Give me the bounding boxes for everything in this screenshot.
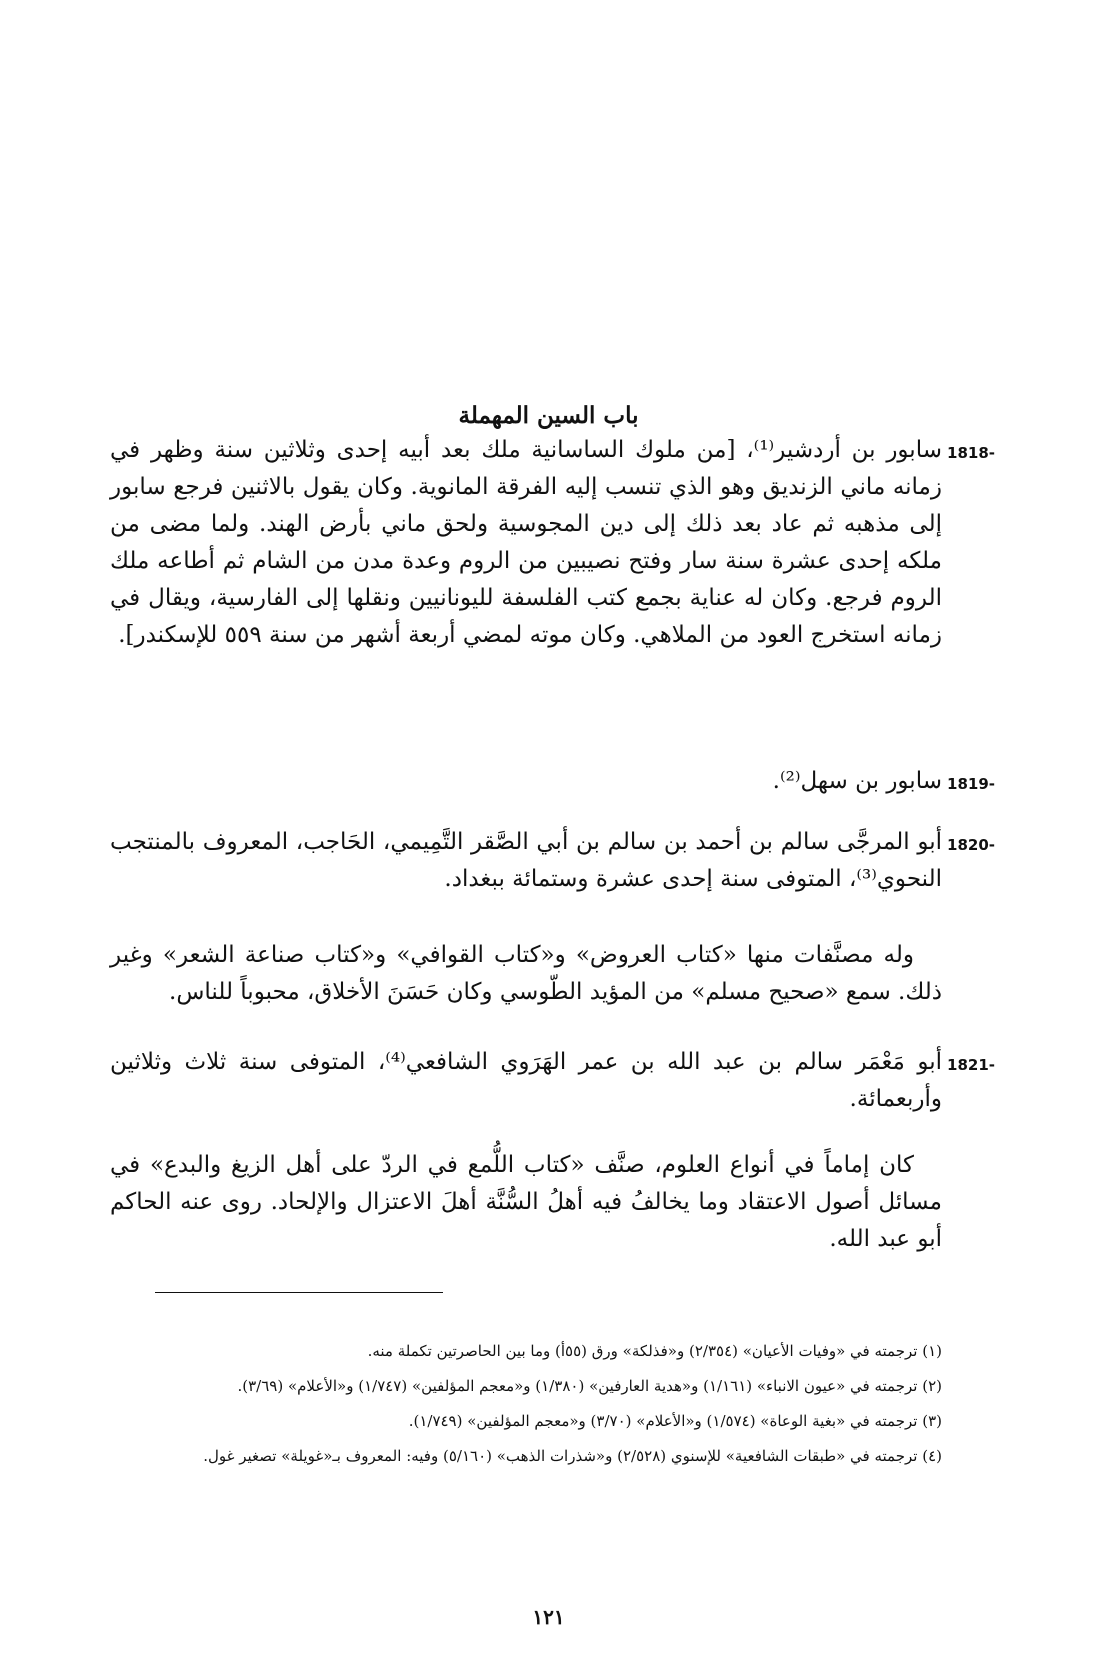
footnote: (١) ترجمته في «وفيات الأعيان» (٢/٣٥٤) و«فذلكة» ورق (٥٥أ) وما بين الحاصرتين تكملة منه.: [367, 1342, 942, 1360]
entry-number: 1818-: [947, 444, 995, 462]
entry-number: 1820-: [947, 836, 995, 854]
entry-paragraph: وله مصنَّفات منها «كتاب العروض» و«كتاب القوافي» و«كتاب صناعة الشعر» وغير ذلك. سمع «صحيح مسلم» من المؤيد الطّوسي وكان حَسَنَ الأخلاق، محبوباً للناس.: [110, 942, 942, 1005]
footnote-divider: [155, 1292, 443, 1293]
entry-number: 1819-: [947, 775, 995, 793]
entry-paragraph: سابور بن سهل⁽²⁾.: [772, 768, 942, 794]
entry-paragraph: أبو مَعْمَر سالم بن عبد الله بن عمر الهَرَوي الشافعي⁽⁴⁾، المتوفى سنة ثلاث وثلاثين وأربعمائة.: [110, 1049, 942, 1112]
entry-paragraph: كان إماماً في أنواع العلوم، صنَّف «كتاب اللُّمع في الردّ على أهل الزيغ والبدع» في مسائل أصول الاعتقاد وما يخالفُ فيه أهلُ السُّنَّة أهلَ الاعتزال والإلحاد. روى عنه الحاكم أبو عبد الله.: [110, 1152, 942, 1252]
chapter-title: باب السين المهملة: [458, 402, 639, 429]
footnote: (٢) ترجمته في «عيون الانباء» (١/١٦١) و«هدية العارفين» (١/٣٨٠) و«معجم المؤلفين» (١/٧٤٧) و«الأعلام» (٣/٦٩).: [237, 1377, 942, 1395]
footnote: (٣) ترجمته في «بغية الوعاة» (١/٥٧٤) و«الأعلام» (٣/٧٠) و«معجم المؤلفين» (١/٧٤٩).: [408, 1412, 942, 1430]
footnote: (٤) ترجمته في «طبقات الشافعية» للإسنوي (٢/٥٢٨) و«شذرات الذهب» (٥/١٦٠) وفيه: المعروف بـ«غويلة» تصغير غول.: [203, 1447, 942, 1465]
entry-paragraph: أبو المرجَّى سالم بن أحمد بن سالم بن أبي الصَّقر التَّمِيمي، الحَاجب، المعروف بالمنتجب النحوي⁽³⁾، المتوفى سنة إحدى عشرة وستمائة ببغداد.: [110, 829, 942, 892]
page-number: ١٢١: [532, 1605, 565, 1629]
entry-paragraph: سابور بن أردشير⁽¹⁾، [من ملوك الساسانية ملك بعد أبيه إحدى وثلاثين سنة وظهر في زمانه ماني الزنديق وهو الذي تنسب إليه الفرقة المانوية. وكان يقول بالاثنين فرجع سابور إلى مذهبه ثم عاد بعد ذلك إلى دين المجوسية ولحق ماني بأرض الهند. ولما مضى من ملكه إحدى عشرة سنة سار وفتح نصيبين من الروم وعدة مدن من الشام ثم أطاعه ملك الروم فرجع. وكان له عناية بجمع كتب الفلسفة لليونانيين ونقلها إلى الفارسية، ويقال في زمانه استخرج العود من الملاهي. وكان موته لمضي أربعة أشهر من سنة ٥٥٩ للإسكندر].: [110, 437, 942, 648]
entry-number: 1821-: [947, 1056, 995, 1074]
